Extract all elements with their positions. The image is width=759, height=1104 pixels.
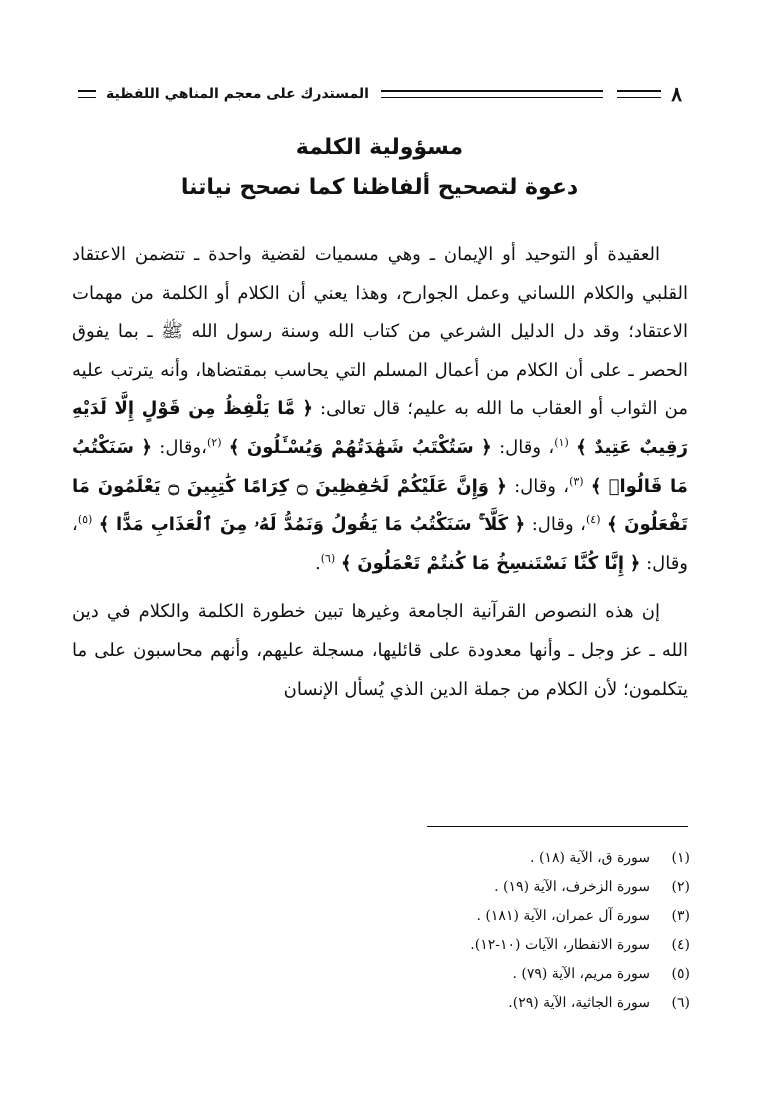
book-title: المستدرك على معجم المناهي اللفظية [106,86,369,102]
paragraph-1-end: . [314,552,321,574]
verse-open-bracket: ﴿ [302,398,313,420]
connector-4: ، وقال: [531,514,586,536]
verse-6: إِنَّا كُنَّا نَسْتَنسِخُ مَا كُنتُمْ تَعْمَلُونَ [357,552,625,574]
paragraph-1-text: العقيدة أو التوحيد أو الإيمان ـ وهي مسميات لقضية واحدة ـ تتضمن الاعتقاد القلبي والكلام اللساني وعمل الجوارح، وهذا يعني أن الكلام أو الكلمة من مهمات الاعتقاد؛ وقد دل الدليل الشرعي من كتاب الله وسنة رسول الله ﷺ ـ بما يفوق الحصر ـ على أن الكلام من أعمال المسلم التي يحاسب بمقتضاها، وأنه يترتب عليه من الثواب أو العقاب ما الله به عليم؛ قال تعالى: [72,244,688,420]
footnote-ref-4[interactable]: (٤) [585,513,601,527]
footnote-number: (٥) [671,966,690,982]
connector-3: ، وقال: [514,475,570,497]
footnote-text: سورة مريم، الآية (٧٩) . [512,966,650,982]
verse-open-bracket: ﴿ [496,475,507,497]
verse-5: كَلَّا ۚ سَنَكْتُبُ مَا يَقُولُ وَنَمُدُّ لَهُۥ مِنَ ٱلْعَذَابِ مَدًّا [115,514,509,536]
verse-4: وَإِنَّ عَلَيْكُمْ لَحَٰفِظِينَ ۝ كِرَامًا كَٰتِبِينَ ۝ يَعْلَمُونَ مَا تَفْعَلُونَ [72,475,688,536]
verse-open-bracket: ﴿ [629,552,641,574]
paragraph-2: إن هذه النصوص القرآنية الجامعة وغيرها تبين خطورة الكلمة والكلام في دين الله ـ عز وجل ـ وأنها معدودة على قائليها، مسجلة عليهم، وأنهم محاسبون على ما يتكلمون؛ لأن الكلام من جملة الدين الذي يُسأل الإنسان [72,601,688,700]
header-rule-short [617,90,661,98]
footnote-number: (١) [671,850,690,866]
footnote-ref-3[interactable]: (٣) [569,474,584,488]
page-number: ٨ [671,82,682,106]
verse-2: سَتُكْتَبُ شَهَٰدَتُهُمْ وَيُسْـَٔلُونَ [246,436,474,458]
footnote-separator [427,826,688,827]
footnote-text: سورة آل عمران، الآية (١٨١) . [476,908,650,924]
connector-5: ، وقال: [72,514,688,574]
footnote [300,989,690,1018]
footnote [300,960,690,989]
verse-close-bracket: ﴾ [576,436,587,458]
footnote-ref-1[interactable]: (١) [554,435,569,449]
verse-1: مَّا يَلْفِظُ مِن قَوْلٍ إِلَّا لَدَيْهِ رَقِيبٌ عَتِيدٌ [72,398,688,458]
header-rule-end [78,90,96,98]
connector-2: ،وقال: [159,436,207,458]
footnote-ref-5[interactable]: (٥) [77,513,93,527]
paragraph-1 [72,236,688,583]
verse-close-bracket: ﴾ [340,552,352,574]
verse-close-bracket: ﴾ [228,436,240,458]
footnote-number: (٢) [671,879,690,895]
footnote-number: (٣) [671,908,690,924]
verse-close-bracket: ﴾ [607,514,618,536]
footnote [300,931,690,960]
verse-open-bracket: ﴿ [481,436,492,458]
verse-open-bracket: ﴿ [514,514,526,536]
footnotes [300,844,690,1018]
header-rule-long [381,90,603,98]
footnote-number: (٦) [671,995,690,1011]
footnote [300,902,690,931]
verse-close-bracket: ﴾ [590,475,602,497]
footnote-text: سورة الزخرف، الآية (١٩) . [494,879,650,895]
footnote-text: سورة الجاثية، الآية (٢٩). [508,995,650,1011]
verse-3: سَنَكْتُبُ مَا قَالُوا۟ [72,436,688,497]
footnote [300,844,690,873]
footnote-ref-2[interactable]: (٢) [206,435,222,449]
footnote-ref-6[interactable]: (٦) [320,551,336,565]
chapter-title: مسؤولية الكلمة [295,135,464,160]
running-header [78,82,682,106]
footnote-number: (٤) [671,937,690,953]
footnote-text: سورة ق، الآية (١٨) . [530,850,650,866]
connector-1: ، وقال: [499,436,555,458]
verse-close-bracket: ﴾ [98,514,110,536]
chapter-subtitle: دعوة لتصحيح ألفاظنا كما نصحح نياتنا [180,175,579,200]
footnote [300,873,690,902]
verse-open-bracket: ﴿ [141,436,152,458]
body-text [72,236,688,709]
footnote-text: سورة الانفطار، الآيات (١٠-١٢). [470,937,650,953]
